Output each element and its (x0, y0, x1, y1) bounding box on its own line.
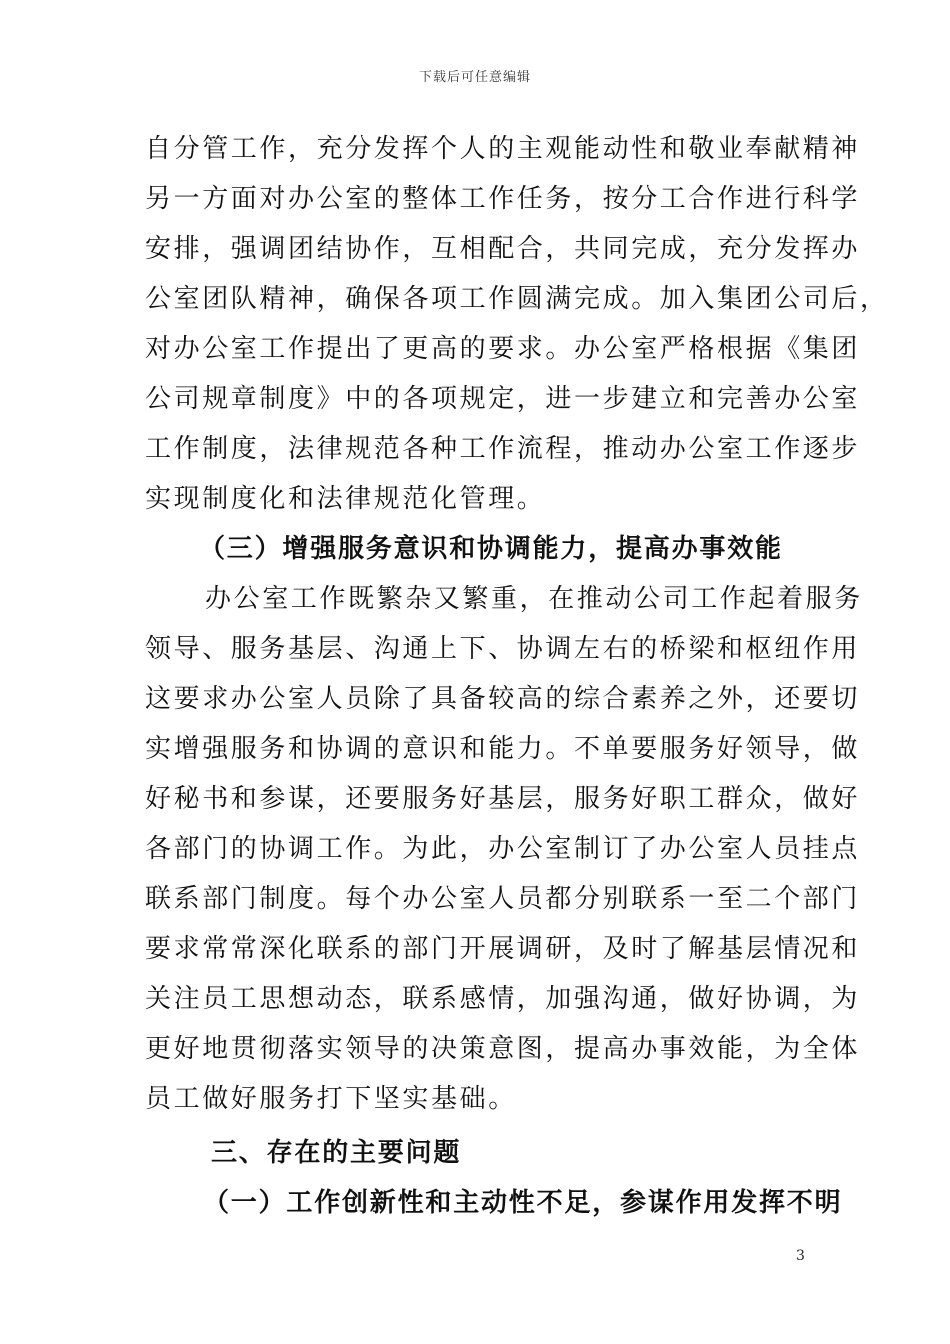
text-line: 这要求办公室人员除了具备较高的综合素养之外，还要切 (145, 684, 861, 714)
section-heading: 三、存在的主要问题 (211, 1138, 462, 1168)
text-line: 领导、服务基层、沟通上下、协调左右的桥梁和枢纽作用 (145, 634, 861, 664)
text-line: 实现制度化和法律规范化管理。 (145, 484, 546, 514)
text-line: 实增强服务和协调的意识和能力。不单要服务好领导，做 (145, 734, 861, 764)
subsection-heading: （三）增强服务意识和协调能力，提高办事效能 (199, 534, 783, 564)
subsection-heading: （一）工作创新性和主动性不足，参谋作用发挥不明 (203, 1188, 843, 1218)
text-line: 安排，强调团结协作，互相配合，共同完成，充分发挥办 (145, 234, 861, 264)
text-line: 关注员工思想动态，联系感情，加强沟通，做好协调，为 (145, 984, 861, 1014)
paragraph-1 (145, 124, 889, 524)
text-line: 更好地贯彻落实领导的决策意图，提高办事效能，为全体 (145, 1034, 861, 1064)
paragraph-2 (145, 574, 863, 1124)
text-line: 办公室工作既繁杂又繁重，在推动公司工作起着服务 (205, 584, 863, 614)
text-line: 公室团队精神，确保各项工作圆满完成。加入集团公司后， (145, 284, 889, 314)
text-line: 另一方面对办公室的整体工作任务，按分工合作进行科学 (145, 184, 861, 214)
text-line: 联系部门制度。每个办公室人员都分别联系一至二个部门 (145, 884, 861, 914)
text-line: 员工做好服务打下坚实基础。 (145, 1084, 517, 1114)
text-line: 好秘书和参谋，还要服务好基层，服务好职工群众，做好 (145, 784, 861, 814)
text-line: 各部门的协调工作。为此，办公室制订了办公室人员挂点 (145, 834, 861, 864)
document-body (145, 124, 889, 1228)
text-line: 对办公室工作提出了更高的要求。办公室严格根据《集团 (145, 334, 861, 364)
text-line: 公司规章制度》中的各项规定，进一步建立和完善办公室 (145, 384, 861, 414)
page-number: 3 (796, 1248, 805, 1264)
page-header: 下载后可任意编辑 (418, 70, 531, 85)
text-line: 工作制度，法律规范各种工作流程，推动办公室工作逐步 (145, 434, 861, 464)
text-line: 自分管工作，充分发挥个人的主观能动性和敬业奉献精神 (145, 134, 861, 164)
text-line: 要求常常深化联系的部门开展调研，及时了解基层情况和 (145, 934, 861, 964)
